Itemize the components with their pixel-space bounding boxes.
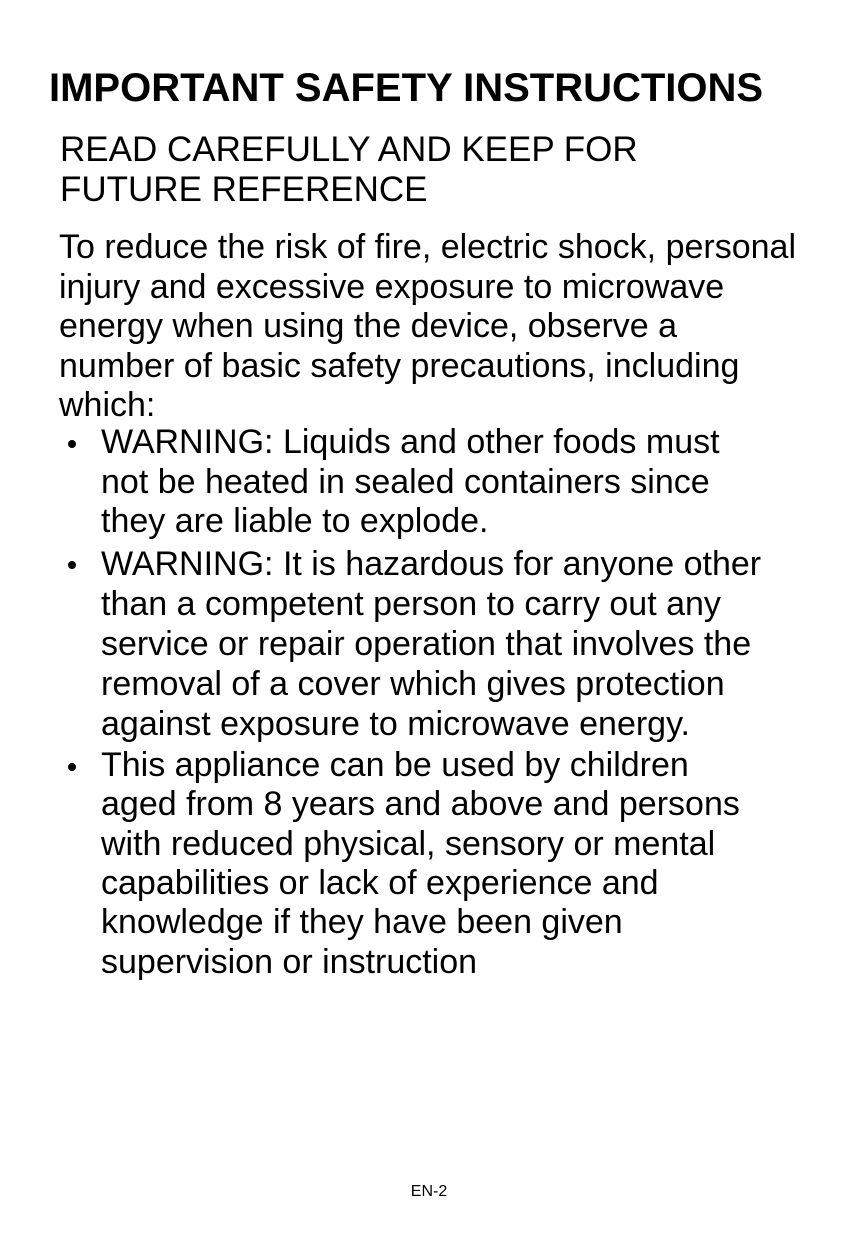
safety-list-item bbox=[0, 746, 771, 982]
page-title: IMPORTANT SAFETY INSTRUCTIONS bbox=[49, 66, 764, 110]
safety-list-item-text: This appliance can be used by children aged from 8 years and above and persons with reduced physical, sensory or mental capabilities or lack of experience and knowledge if they have been given supervision or instruction bbox=[101, 745, 740, 981]
intro-paragraph: To reduce the risk of fire, electric shock, personal injury and excessive exposure to microwave energy when using the device, observe a number of basic safety precautions, including which: bbox=[59, 228, 796, 425]
bullet-icon bbox=[68, 561, 76, 569]
page-number: EN-2 bbox=[410, 1183, 448, 1200]
safety-list-item-text: WARNING: Liquids and other foods must not be heated in sealed containers since they are liable to explode. bbox=[101, 423, 720, 541]
safety-list bbox=[0, 423, 858, 984]
bullet-icon bbox=[68, 763, 76, 771]
safety-list-item bbox=[0, 544, 771, 744]
bullet-icon bbox=[68, 440, 76, 448]
safety-list-item-text: WARNING: It is hazardous for anyone other than a competent person to carry out any service or repair operation that involves the removal of a cover which gives protection against exposure to microwave energy. bbox=[101, 544, 762, 743]
page-subtitle: READ CAREFULLY AND KEEP FOR FUTURE REFERENCE bbox=[60, 130, 638, 209]
safety-list-item bbox=[0, 423, 771, 542]
